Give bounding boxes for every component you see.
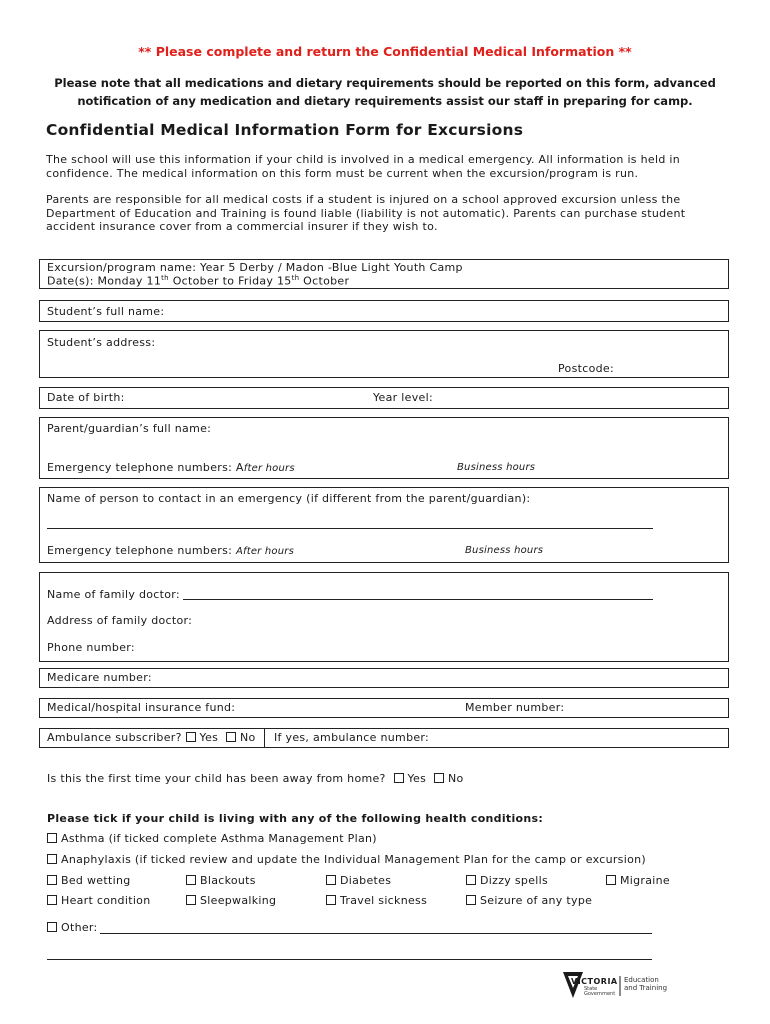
excursion-box <box>39 259 729 289</box>
first-time-yes-label: Yes <box>407 772 427 785</box>
condition-label: Travel sickness <box>340 894 428 907</box>
other-line-2[interactable] <box>47 959 652 960</box>
condition-heart-condition[interactable] <box>47 894 150 907</box>
condition-travel-sickness[interactable] <box>326 894 427 907</box>
condition-blackouts[interactable] <box>186 874 256 887</box>
dob-label: Date of birth: <box>47 391 125 404</box>
condition-label: Seizure of any type <box>480 894 593 907</box>
parent-name-label: Parent/guardian’s full name: <box>47 422 212 435</box>
anaphylaxis-checkbox[interactable] <box>47 854 57 864</box>
dob-row <box>39 387 729 409</box>
postcode-label: Postcode: <box>558 362 614 375</box>
other-checkbox[interactable] <box>47 922 57 932</box>
ambulance-row <box>39 728 729 748</box>
excursion-dates: Date(s): Monday 11th October to Friday 15th October <box>47 274 350 288</box>
checkbox[interactable] <box>186 895 196 905</box>
condition-diabetes[interactable] <box>326 874 391 887</box>
insurance-fund-label: Medical/hospital insurance fund: <box>47 701 236 714</box>
ambulance-no-label: No <box>240 731 256 744</box>
insurance-fund-field[interactable] <box>47 699 457 717</box>
student-address-field[interactable] <box>39 330 729 378</box>
condition-label: Diabetes <box>340 874 392 887</box>
student-address-label: Student’s address: <box>47 336 156 349</box>
checkbox[interactable] <box>326 875 336 885</box>
dept-line-1: Education <box>624 976 659 984</box>
condition-sleepwalking[interactable] <box>186 894 276 907</box>
anaphylaxis-label: Anaphylaxis (if ticked review and update the Individual Management Plan for the camp or excursion) <box>61 853 646 866</box>
intro-paragraph-1: The school will use this information if your child is involved in a medical emergency. All information is held in confidence. The medical information on this form must be current when the excursion/program is run. <box>46 153 681 180</box>
first-time-no-label: No <box>447 772 464 785</box>
excursion-name: Excursion/program name: Year 5 Derby / Madon -Blue Light Youth Camp <box>47 261 463 274</box>
insurance-row <box>39 698 729 718</box>
student-name-label: Student’s full name: <box>47 305 165 318</box>
checkbox[interactable] <box>186 875 196 885</box>
checkbox[interactable] <box>47 875 57 885</box>
medicare-field[interactable] <box>39 668 729 688</box>
dob-field[interactable] <box>47 388 367 408</box>
year-level-field[interactable] <box>373 388 723 408</box>
ambulance-yes-checkbox[interactable] <box>186 732 196 742</box>
checkbox[interactable] <box>606 875 616 885</box>
ambulance-subscriber-label: Ambulance subscriber? Yes No <box>47 731 256 744</box>
ambulance-yes-label: Yes <box>199 731 219 744</box>
condition-dizzy-spells[interactable] <box>466 874 548 887</box>
condition-asthma[interactable] <box>47 832 377 845</box>
condition-label: Blackouts <box>200 874 256 887</box>
state-government-text: State Government <box>584 986 616 997</box>
emergency-contact-box[interactable] <box>39 487 729 563</box>
member-number-label: Member number: <box>465 701 565 714</box>
condition-label: Heart condition <box>61 894 151 907</box>
year-level-label: Year level: <box>373 391 433 404</box>
condition-bed-wetting[interactable] <box>47 874 131 887</box>
condition-label: Bed wetting <box>61 874 131 887</box>
victoria-wordmark: VICTORIA <box>571 977 618 986</box>
medication-note: Please note that all medications and dietary requirements should be reported on this form, advanced notification of any medication and dietary requirements assist our staff in preparing for camp. <box>54 76 716 108</box>
member-number-field[interactable] <box>465 699 723 717</box>
form-title: Confidential Medical Information Form for Excursions <box>46 121 524 139</box>
intro-paragraph-2: Parents are responsible for all medical costs if a student is injured on a school approved excursion unless the Department of Education and Training is found liable (liability is not automatic). Parents can purchase student accident insurance cover from a commercial insurer if they wish to. <box>46 193 686 233</box>
doctor-address-label: Address of family doctor: <box>47 614 193 627</box>
condition-label: Sleepwalking <box>200 894 277 907</box>
ambulance-no-checkbox[interactable] <box>226 732 236 742</box>
ambulance-divider <box>264 729 265 747</box>
victoria-education-logo <box>563 970 673 1000</box>
condition-label: Dizzy spells <box>480 874 549 887</box>
condition-migraine[interactable] <box>606 874 670 887</box>
doctor-box[interactable] <box>39 572 729 662</box>
doctor-name-line[interactable] <box>183 599 653 600</box>
asthma-label: Asthma (if ticked complete Asthma Management Plan) <box>61 832 377 845</box>
first-time-no-checkbox[interactable] <box>434 773 444 783</box>
checkbox[interactable] <box>466 875 476 885</box>
student-name-field[interactable] <box>39 300 729 322</box>
dept-line-2: and Training <box>624 984 668 992</box>
ambulance-number-field[interactable] <box>274 731 429 744</box>
ambulance-number-label: If yes, ambulance number: <box>274 731 430 744</box>
checkbox[interactable] <box>466 895 476 905</box>
checkbox[interactable] <box>47 895 57 905</box>
emergency-phone-label: Emergency telephone numbers: After hours <box>47 461 295 474</box>
first-time-question: Is this the first time your child has been away from home? Yes No <box>47 772 464 785</box>
asthma-checkbox[interactable] <box>47 833 57 843</box>
condition-seizure[interactable] <box>466 894 592 907</box>
other-line-1[interactable] <box>100 933 652 934</box>
red-notice: ** Please complete and return the Confidential Medical Information ** <box>138 44 632 59</box>
conditions-heading: Please tick if your child is living with any of the following health conditions: <box>47 812 544 825</box>
first-time-yes-checkbox[interactable] <box>394 773 404 783</box>
business-hours2-label: Business hours <box>465 545 544 556</box>
contact-person-label: Name of person to contact in an emergency (if different from the parent/guardian): <box>47 492 531 505</box>
condition-label: Migraine <box>620 874 670 887</box>
phone-label: Phone number: <box>47 641 135 654</box>
condition-other[interactable] <box>47 921 98 934</box>
doctor-name-label: Name of family doctor: <box>47 588 180 601</box>
checkbox[interactable] <box>326 895 336 905</box>
medicare-label: Medicare number: <box>47 671 152 684</box>
condition-anaphylaxis[interactable] <box>47 853 646 866</box>
parent-guardian-box[interactable] <box>39 417 729 479</box>
other-label: Other: <box>61 921 98 934</box>
contact-person-line[interactable] <box>47 528 653 529</box>
business-hours-label: Business hours <box>457 462 536 473</box>
emergency-phone2-label: Emergency telephone numbers: After hours <box>47 544 294 557</box>
